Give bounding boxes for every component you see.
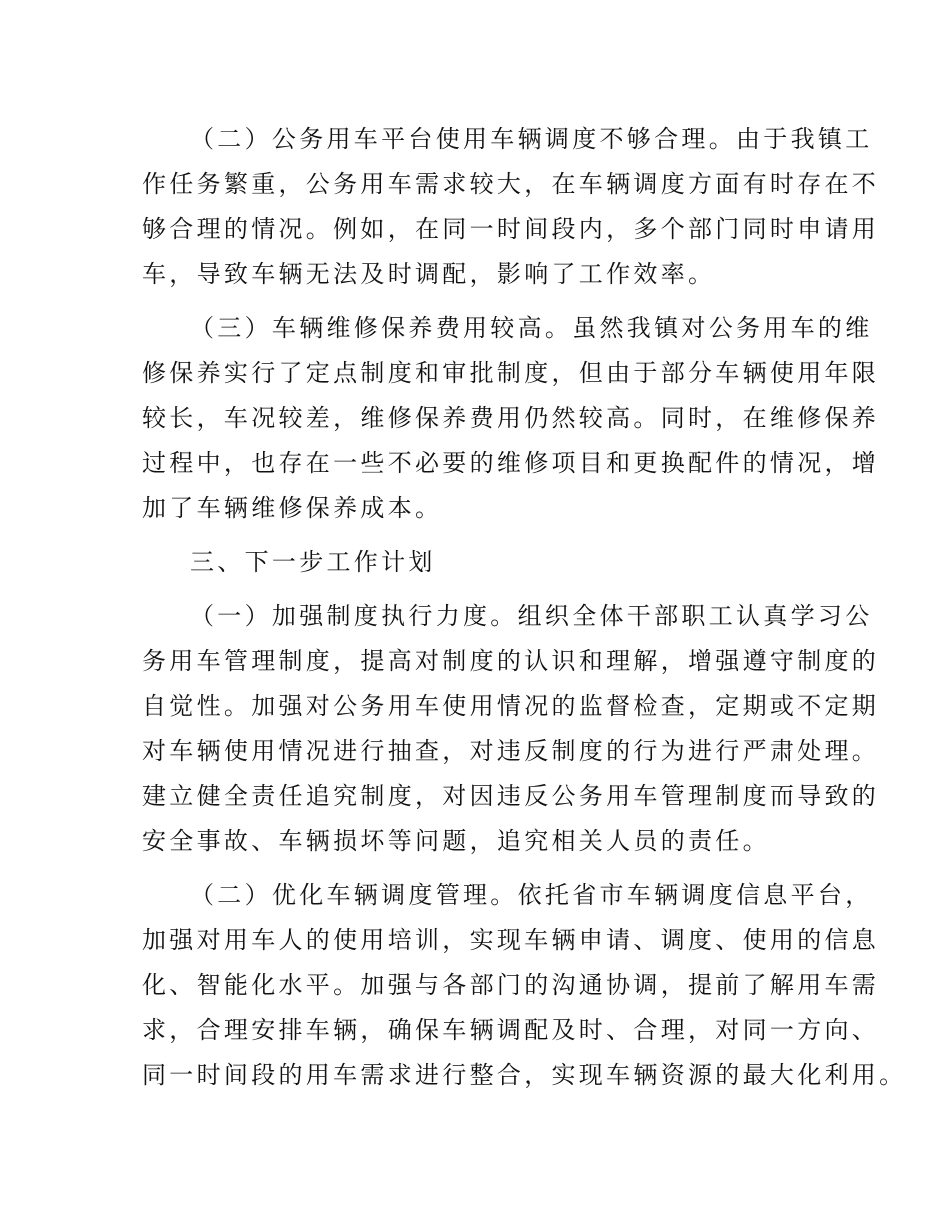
paragraph-2-2-line-4: 车，导致车辆无法及时调配，影响了工作效率。: [142, 260, 716, 288]
paragraph-2-3-line-3: 较长，车况较差，维修保养费用仍然较高。同时，在维修保养: [142, 404, 880, 432]
paragraph-3-2-line-4: 求，合理安排车辆，确保车辆调配及时、合理，对同一方向、: [142, 1016, 880, 1044]
paragraph-2-3-line-5: 加了车辆维修保养成本。: [142, 494, 443, 522]
paragraph-3-2-line-3: 化、智能化水平。加强与各部门的沟通协调，提前了解用车需: [142, 971, 880, 999]
section-heading-3: 三、下一步工作计划: [190, 548, 436, 576]
paragraph-3-2-line-5: 同一时间段的用车需求进行整合，实现车辆资源的最大化利用。: [142, 1061, 907, 1089]
paragraph-3-2-line-2: 加强对用车人的使用培训，实现车辆申请、调度、使用的信息: [142, 926, 880, 954]
paragraph-3-1-line-2: 务用车管理制度，提高对制度的认识和理解，增强遵守制度的: [142, 647, 880, 675]
paragraph-3-2-line-1: （二）优化车辆调度管理。依托省市车辆调度信息平台，: [190, 881, 873, 909]
paragraph-3-1-line-6: 安全事故、车辆损坏等问题，追究相关人员的责任。: [142, 827, 770, 855]
paragraph-2-2-line-3: 够合理的情况。例如，在同一时间段内，多个部门同时申请用: [142, 215, 880, 243]
paragraph-2-3-line-4: 过程中，也存在一些不必要的维修项目和更换配件的情况，增: [142, 449, 880, 477]
paragraph-2-2-line-1: （二）公务用车平台使用车辆调度不够合理。由于我镇工: [190, 125, 873, 153]
paragraph-2-2-line-2: 作任务繁重，公务用车需求较大，在车辆调度方面有时存在不: [142, 170, 880, 198]
paragraph-3-1-line-1: （一）加强制度执行力度。组织全体干部职工认真学习公: [190, 602, 873, 630]
paragraph-3-1-line-4: 对车辆使用情况进行抽查，对违反制度的行为进行严肃处理。: [142, 737, 880, 765]
paragraph-3-1-line-3: 自觉性。加强对公务用车使用情况的监督检查，定期或不定期: [142, 692, 880, 720]
paragraph-2-3-line-1: （三）车辆维修保养费用较高。虽然我镇对公务用车的维: [190, 314, 873, 342]
paragraph-3-1-line-5: 建立健全责任追究制度，对因违反公务用车管理制度而导致的: [142, 782, 880, 810]
paragraph-2-3-line-2: 修保养实行了定点制度和审批制度，但由于部分车辆使用年限: [142, 359, 880, 387]
